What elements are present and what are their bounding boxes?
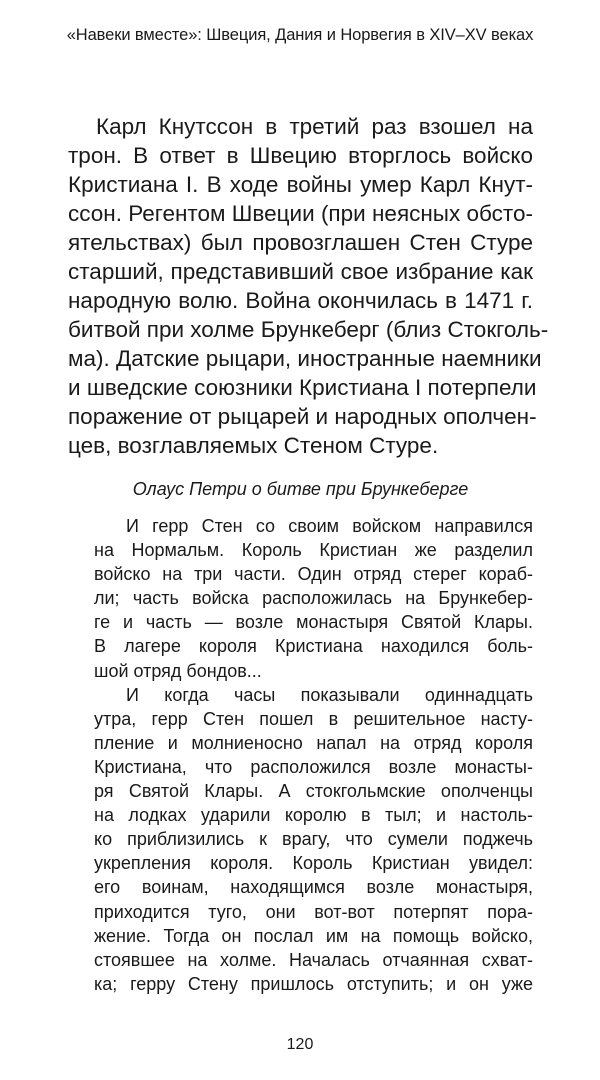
text-line: битвой при холме Брункеберг (близ Стокголь- bbox=[68, 317, 549, 342]
quote-line: стоявшее на холме. Началась отчаянная схват- bbox=[94, 949, 533, 970]
quote-block bbox=[94, 514, 533, 996]
quote-line: жение. Тогда он послал им на помощь войско, bbox=[94, 925, 533, 946]
quote-line: войско на три части. Один отряд стерег кораб- bbox=[94, 564, 533, 585]
quote-line: ря Святой Клары. А стокгольмские ополченцы bbox=[94, 781, 533, 802]
running-header: «Навеки вместе»: Швеция, Дания и Норвегия в XIV–XV веках bbox=[66, 26, 534, 44]
text-line: поражение от рыцарей и народных ополчен- bbox=[68, 404, 537, 429]
quote-line: В лагере короля Кристиана находился боль- bbox=[94, 636, 533, 657]
quote-line: ли; часть войска расположилась на Брункебер- bbox=[94, 588, 533, 609]
text-line: Кристиана I. В ходе войны умер Карл Кнут- bbox=[68, 172, 533, 197]
text-line: трон. В ответ в Швецию вторглось войско bbox=[68, 143, 533, 168]
text-line: ссон. Регентом Швеции (при неясных обсто- bbox=[68, 201, 533, 226]
quote-line: ка; герру Стену пришлось отступить; и он уже bbox=[94, 973, 533, 994]
quote-line: утра, герр Стен пошел в решительное насту- bbox=[94, 708, 533, 729]
quote-line: шой отряд бондов... bbox=[94, 660, 262, 681]
text-line: и шведские союзники Кристиана I потерпели bbox=[68, 375, 537, 400]
quote-line: укрепления короля. Король Кристиан увидел: bbox=[94, 853, 533, 874]
quote-line: Кристиана, что расположился возле монасты- bbox=[94, 756, 533, 777]
quote-line: его воинам, находящимся возле монастыря, bbox=[94, 877, 533, 898]
text-line: цев, возглавляемых Стеном Стуре. bbox=[68, 433, 439, 458]
page-number: 120 bbox=[286, 1036, 314, 1053]
text-line: старший, представивший свое избрание как bbox=[68, 259, 533, 284]
quote-title: Олаус Петри о битве при Брункеберге bbox=[132, 479, 469, 499]
text-line: ятельствах) был провозглашен Стен Стуре bbox=[68, 230, 533, 255]
quote-line: приходится туго, они вот-вот потерпят пора- bbox=[94, 901, 533, 922]
quote-line: ко приблизились к врагу, что сумели поджечь bbox=[94, 829, 533, 850]
text-line: Карл Кнутссон в третий раз взошел на bbox=[96, 114, 533, 139]
main-paragraph bbox=[68, 112, 549, 460]
text-line: ма). Датские рыцари, иностранные наемники bbox=[68, 346, 542, 371]
quote-line: на Нормальм. Король Кристиан же разделил bbox=[94, 540, 533, 561]
quote-line: на лодках ударили королю в тыл; и настоль- bbox=[94, 805, 533, 826]
quote-line: И когда часы показывали одиннадцать bbox=[126, 684, 533, 705]
quote-line: ге и часть — возле монастыря Святой Клары. bbox=[94, 612, 533, 633]
text-line: народную волю. Война окончилась в 1471 г. bbox=[68, 288, 533, 313]
quote-line: пление и молниеносно напал на отряд короля bbox=[94, 732, 533, 753]
quote-line: И герр Стен со своим войском направился bbox=[126, 516, 533, 536]
